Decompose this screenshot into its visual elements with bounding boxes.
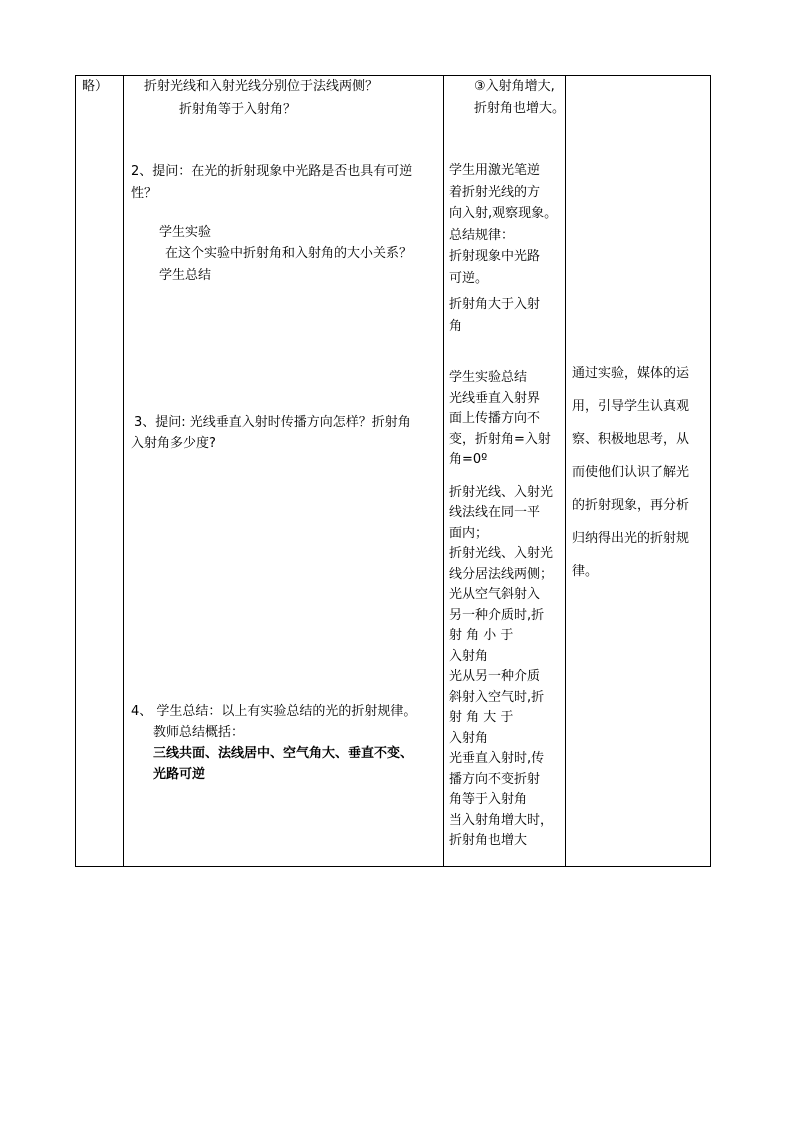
- student-line: 折射光线、入射光: [449, 546, 554, 561]
- student-line: 播方向不变折射: [449, 771, 541, 787]
- stage-label: 略）: [82, 79, 109, 94]
- student-block-2: [449, 368, 553, 852]
- student-line: 折射角也增大: [449, 833, 528, 848]
- teacher-question-3: 3、提问: 光线垂直入射时传播方向怎样？折射角: [134, 415, 411, 430]
- summary-rule: 三线共面、法线居中、空气角大、垂直不变、: [153, 746, 414, 761]
- student-line: 可逆。: [449, 270, 489, 286]
- student-line: 折射现象中光路: [449, 249, 541, 264]
- student-line: 射 角 大 于: [449, 710, 514, 725]
- student-line: 着折射光线的方: [449, 184, 541, 200]
- student-line: 线法线在同一平: [449, 505, 541, 520]
- student-line: 光垂直入射时,传: [449, 751, 545, 766]
- col-teacher-activity: [124, 76, 443, 866]
- student-line: 光从空气斜射入: [449, 587, 541, 602]
- student-line: 光从另一种介质: [449, 669, 541, 684]
- student-line: 另一种介质时,折: [449, 607, 545, 623]
- student-line: 面内；: [449, 525, 489, 541]
- student-line: 折射角也增大。: [474, 101, 566, 116]
- design-intent-text: [572, 357, 702, 588]
- teacher-summary-4: 4、 学生总结：以上有实验总结的光的折射规律。: [131, 704, 417, 719]
- col-student-activity: [444, 76, 565, 866]
- student-line: ③入射角增大,: [474, 79, 555, 94]
- teacher-line: 折射角等于入射角？: [179, 102, 297, 117]
- student-line: 总结规律：: [449, 227, 515, 243]
- student-line: 学生用激光笔逆: [449, 163, 541, 178]
- student-line: 入射角: [449, 730, 489, 746]
- student-block-1: [449, 160, 557, 337]
- intent-line: 的折射现象，再分析: [572, 498, 690, 513]
- teacher-line: 学生总结: [159, 268, 212, 283]
- student-line: 入射角: [449, 648, 489, 664]
- intent-line: 律。: [572, 564, 599, 579]
- teacher-line: 入射角多少度?: [131, 436, 216, 451]
- intent-line: 察、积极地思考，从: [572, 432, 690, 447]
- col-design-intent: [566, 76, 712, 866]
- intent-line: 用，引导学生认真观: [572, 399, 690, 414]
- student-line: 角: [449, 318, 463, 334]
- student-line: 变，折射角=入射: [449, 431, 551, 447]
- student-line: 角=0º: [449, 452, 488, 467]
- student-line: 角等于入射角: [449, 792, 528, 807]
- intent-line: 归纳得出光的折射规: [572, 531, 690, 546]
- student-line: 向入射,观察现象。: [449, 206, 558, 221]
- lesson-table: [75, 75, 711, 867]
- teacher-question-2: 2、提问：在光的折射现象中光路是否也具有可逆: [131, 164, 413, 179]
- summary-rule: 光路可逆: [153, 767, 206, 782]
- teacher-line: 在这个实验中折射角和入射角的大小关系？: [165, 246, 413, 261]
- student-line: 折射光线、入射光: [449, 484, 554, 500]
- student-line: 射 角 小 于: [449, 628, 514, 643]
- teacher-line: 折射光线和入射光线分别位于法线两侧？: [144, 79, 379, 94]
- teacher-line: 学生实验: [159, 225, 212, 240]
- student-line: 当入射角增大时，: [449, 812, 554, 828]
- student-line: 折射角大于入射: [449, 297, 541, 312]
- intent-line: 而使他们认识了解光: [572, 465, 690, 480]
- student-line: 线分居法线两侧；: [449, 566, 554, 582]
- student-line: 斜射入空气时,折: [449, 689, 545, 705]
- student-line: 学生实验总结: [449, 370, 528, 385]
- teacher-line: 性？: [131, 186, 158, 201]
- teacher-line: 教师总结概括：: [153, 725, 245, 740]
- student-line: 光线垂直入射界: [449, 390, 541, 406]
- intent-line: 通过实验，媒体的运: [572, 366, 690, 381]
- student-line: 面上传播方向不: [449, 411, 541, 426]
- col-stage: [76, 76, 123, 866]
